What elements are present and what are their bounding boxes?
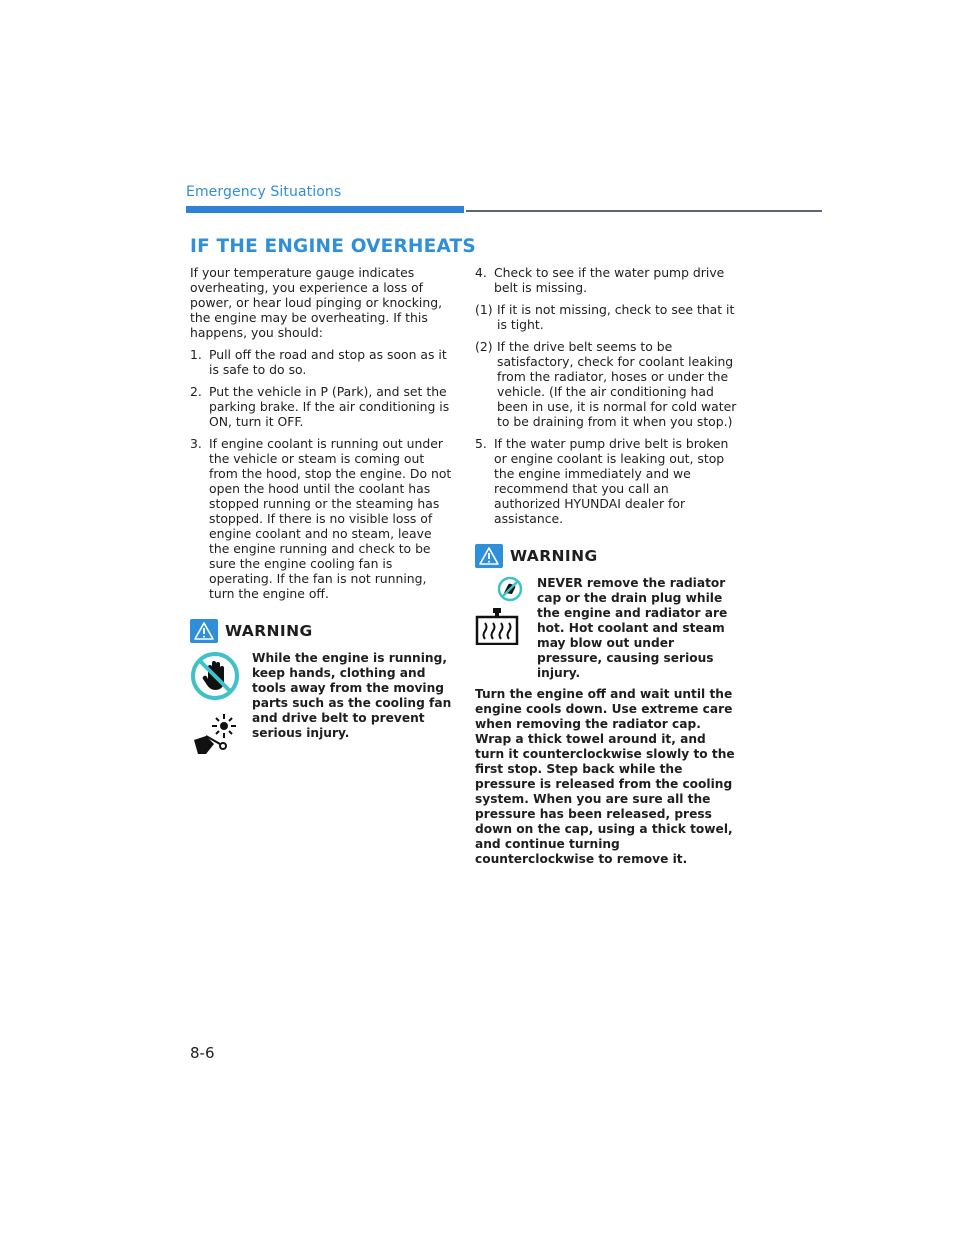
warning-icons	[190, 651, 252, 763]
list-number: 3.	[190, 436, 202, 451]
list-number: 5.	[475, 436, 487, 451]
list-item	[475, 265, 737, 295]
warning-label: WARNING	[510, 546, 598, 565]
header-rule-thin	[466, 210, 822, 212]
list-item	[475, 302, 737, 332]
warning-body	[475, 576, 737, 681]
intro-paragraph: If your temperature gauge indicates overheating, you experience a loss of power, or hear loud pinging or knocking, the engine may be overheating. If this happens, you should:	[190, 265, 443, 340]
list-item	[190, 347, 452, 377]
warning-header	[475, 544, 737, 568]
list-text: If the drive belt seems to be satisfactory, check for coolant leaking from the radiator, hoses or under the vehicle. (If the air conditioning had been in use, it is normal for cold water to be draining from it when you stop.)	[497, 339, 737, 429]
list-item	[475, 436, 737, 526]
header-rule-accent	[186, 206, 464, 213]
warning-body	[190, 651, 452, 763]
hot-radiator-icon	[475, 607, 537, 648]
list-number: 1.	[190, 347, 202, 362]
radiator-cap-instructions: Turn the engine off and wait until the engine cools down. Use extreme care when removing the radiator cap. Wrap a thick towel around it, and turn it counterclockwise slowly to the first stop. Step back while the pressure is released from the cooling system. When you are sure all the pressure has been released, press down on the cap, using a thick towel, and continue turning counterclockwise to remove it.	[475, 687, 735, 866]
list-item	[190, 436, 452, 601]
list-text: Pull off the road and stop as soon as it is safe to do so.	[209, 347, 447, 377]
running-header: Emergency Situations	[186, 184, 342, 200]
left-column	[190, 265, 452, 763]
list-item	[475, 339, 737, 429]
list-text: If the water pump drive belt is broken or engine coolant is leaking out, stop the engine immediately and we recommend that you call an authorized HYUNDAI dealer for assistance.	[494, 436, 729, 526]
list-text: Check to see if the water pump drive belt is missing.	[494, 265, 725, 295]
right-column	[475, 265, 737, 867]
no-touch-radiator-cap-icon	[475, 576, 537, 605]
warning-triangle-icon	[475, 544, 503, 568]
list-number: (1)	[475, 302, 493, 317]
list-number: (2)	[475, 339, 493, 354]
list-text: Put the vehicle in P (Park), and set the parking brake. If the air conditioning is ON, turn it OFF.	[209, 384, 450, 429]
warning-text: NEVER remove the radiator cap or the drain plug while the engine and radiator are hot. Hot coolant and steam may blow out under pressure, causing serious injury.	[537, 576, 728, 680]
list-text: If it is not missing, check to see that it is tight.	[497, 302, 735, 332]
list-number: 2.	[190, 384, 202, 399]
section-title: IF THE ENGINE OVERHEATS	[190, 236, 476, 257]
list-number: 4.	[475, 265, 487, 280]
list-text: If engine coolant is running out under the vehicle or steam is coming out from the hood, stop the engine. Do not open the hood until the coolant has stopped running or the steaming has stopped. If there is no visible loss of engine coolant and no steam, leave the engine running and check to be sure the engine cooling fan is operating. If the fan is not running, turn the engine off.	[209, 436, 452, 601]
warning-label: WARNING	[225, 621, 313, 640]
warning-text: While the engine is running, keep hands, clothing and tools away from the moving parts such as the cooling fan and drive belt to prevent serious injury.	[252, 651, 452, 740]
page-number: 8-6	[190, 1044, 215, 1062]
warning-triangle-icon	[190, 619, 218, 643]
fan-belt-hazard-icon	[190, 710, 252, 763]
no-hand-icon	[190, 651, 252, 704]
warning-header	[190, 619, 452, 643]
warning-icons	[475, 576, 537, 681]
list-item	[190, 384, 452, 429]
